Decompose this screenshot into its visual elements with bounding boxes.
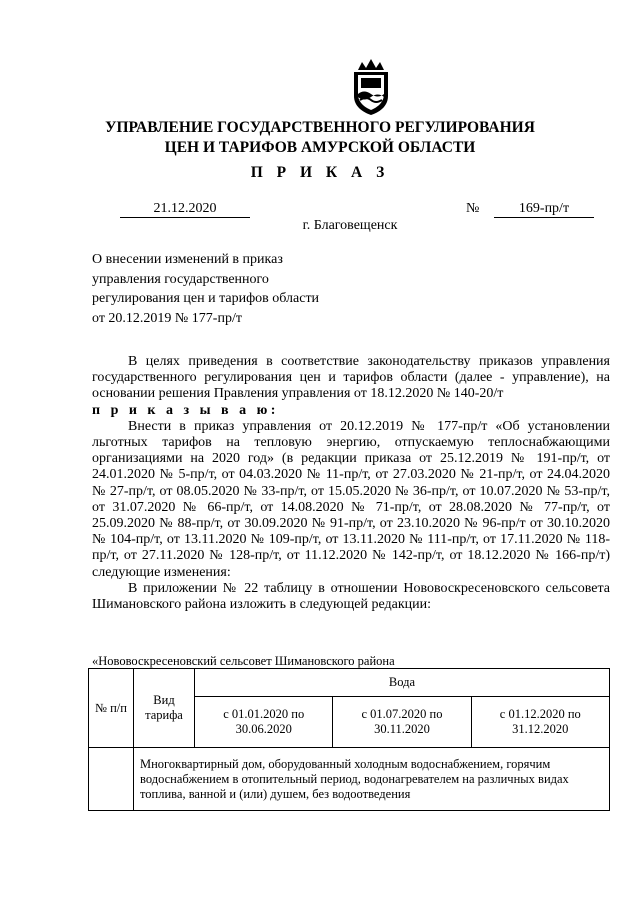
table-caption: «Нововоскресеновский сельсовет Шимановского района [92,654,395,668]
header-period: с 01.12.2020 по 31.12.2020 [471,697,609,748]
document-number: 169-пр/т [494,200,594,218]
header-group-water: Вода [195,669,610,697]
orders-word: п р и к а з ы в а ю: [92,402,279,418]
document-date: 21.12.2020 [120,200,250,218]
header-period: с 01.01.2020 по 30.06.2020 [195,697,333,748]
amur-region-coat-of-arms-icon [344,56,398,116]
document-subject [92,250,352,328]
header-tariff-type: Вид тарифа [134,669,195,748]
header-period: с 01.07.2020 по 30.11.2020 [333,697,471,748]
row-description: Многоквартирный дом, оборудованный холодным водоснабжением, горячим водоснабжением в отопительный период, водонагревателем на различных видах топлива, ванной и (или) душем, без водоотведения [134,748,610,811]
number-sign: № [466,201,480,216]
body-text [92,354,610,613]
subject-line: управления государственного [92,271,269,287]
subject-line: О внесении изменений в приказ [92,252,283,267]
row-num-cell [89,748,134,811]
tariff-table [88,668,610,811]
item-1-paragraph: Внести в приказ управления от 20.12.2019 № 177-пр/т «Об установлении льготных тарифов на тепловую энергию, отпускаемую теплоснабжающими организациями на 2020 год» (в редакции приказа от 25.12.2019 № 191-пр/т, от 24.01.2020 № 5-пр/т, от 04.03.2020 № 11-пр/т, от 27.03.2020 № 21-пр/т, от 24.04.2020 № 27-пр/т, от 08.05.2020 № 33-пр/т, от 15.05.2020 № 36-пр/т, от 10.07.2020 № 53-пр/т, от 31.07.2020 № 66-пр/т, от 14.08.2020 № 71-пр/т, от 28.08.2020 № 77-пр/т, от 25.09.2020 № 88-пр/т, от 30.09.2020 № 91-пр/т, от 23.10.2020 № 96-пр/т от 30.10.2020 № 104-пр/т, от 13.11.2020 № 109-пр/т, от 13.11.2020 № 111-пр/т, от 17.11.2020 № 118-пр/т, от 27.11.2020 № 128-пр/т, от 11.12.2020 № 142-пр/т, от 18.12.2020 № 166-пр/т) следующие изменения: [92,418,610,580]
city: г. Благовещенск [302,218,398,233]
header-num: № п/п [89,669,134,748]
item-1-1-paragraph: В приложении № 22 таблицу в отношении Нововоскресеновского сельсовета Шимановского района изложить в следующей редакции: [92,580,610,613]
preamble-paragraph: В целях приведения в соответствие законодательству приказов управления государственного регулирования цен и тарифов области (далее - управление), на основании решения Правления управления от 18.12.2020 № 140-20/т [92,354,610,402]
org-name-line-1: УПРАВЛЕНИЕ ГОСУДАРСТВЕННОГО РЕГУЛИРОВАНИЯ [105,119,535,136]
org-name-line-2: ЦЕН И ТАРИФОВ АМУРСКОЙ ОБЛАСТИ [164,139,476,156]
subject-line: от 20.12.2019 № 177-пр/т [92,310,242,326]
subject-line: регулирования цен и тарифов области [92,291,320,306]
document-type-title: П Р И К А З [250,164,390,181]
